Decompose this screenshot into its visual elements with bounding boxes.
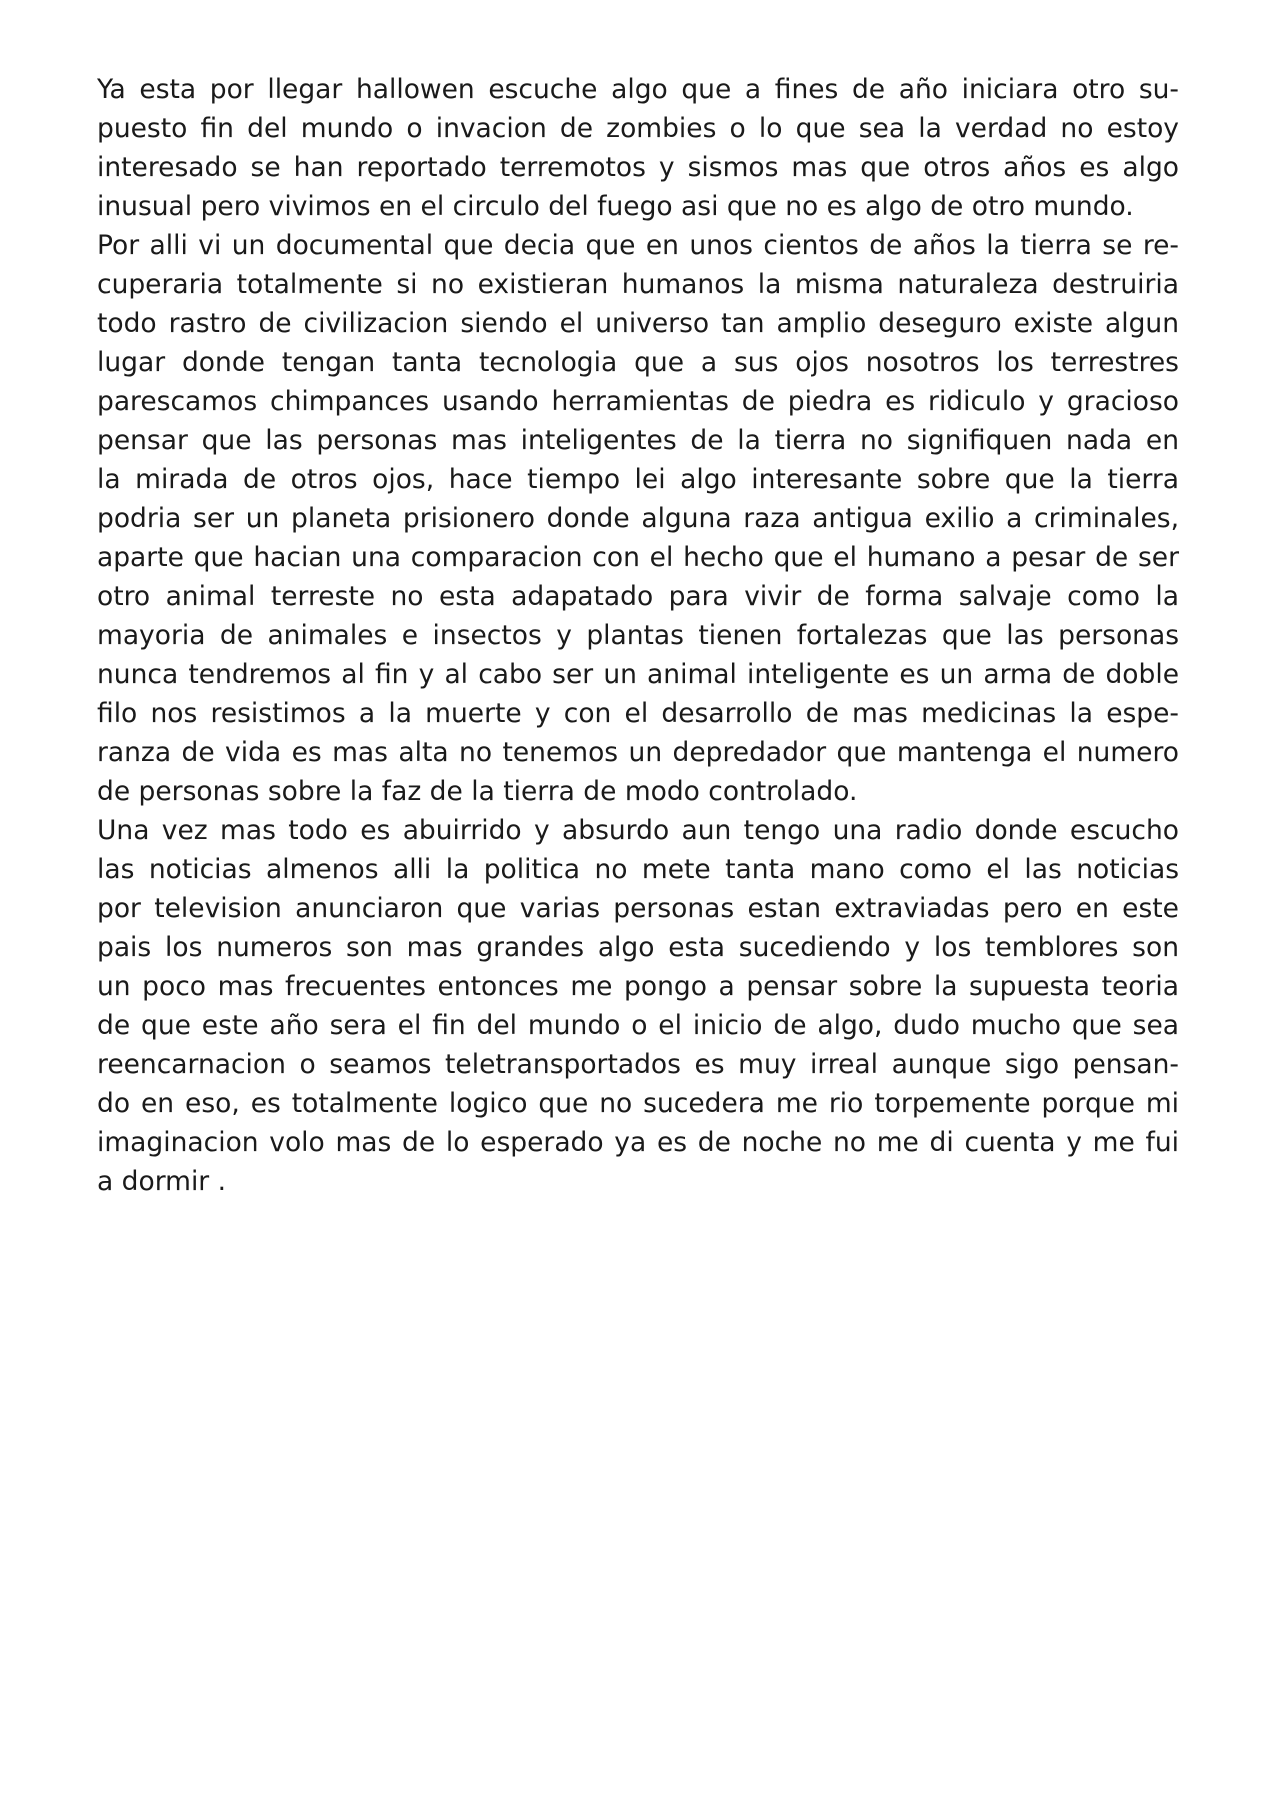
body-text <box>97 70 1179 1201</box>
text-line: ranza de vida es mas alta no tenemos un depredador que mantenga el numero <box>97 737 1179 768</box>
text-line: Una vez mas todo es abuirrido y absurdo aun tengo una radio donde escucho <box>97 815 1179 846</box>
text-line: aparte que hacian una comparacion con el hecho que el humano a pesar de ser <box>97 542 1179 573</box>
text-line: pensar que las personas mas inteligentes de la tierra no signifiquen nada en <box>97 425 1179 456</box>
text-line: puesto fin del mundo o invacion de zombies o lo que sea la verdad no estoy <box>97 113 1179 144</box>
paragraph-3 <box>97 811 1179 1201</box>
text-line: mayoria de animales e insectos y plantas tienen fortalezas que las personas <box>97 620 1179 651</box>
text-line: las noticias almenos alli la politica no mete tanta mano como el las noticias <box>97 854 1179 885</box>
text-line: reencarnacion o seamos teletransportados es muy irreal aunque sigo pensan- <box>97 1049 1179 1080</box>
text-line: otro animal terreste no esta adapatado para vivir de forma salvaje como la <box>97 581 1179 612</box>
text-line: do en eso, es totalmente logico que no sucedera me rio torpemente porque mi <box>97 1088 1179 1119</box>
text-line: interesado se han reportado terremotos y sismos mas que otros años es algo <box>97 152 1179 183</box>
text-line: cuperaria totalmente si no existieran humanos la misma naturaleza destruiria <box>97 269 1179 300</box>
text-line: de personas sobre la faz de la tierra de modo controlado. <box>97 776 858 807</box>
text-line: inusual pero vivimos en el circulo del fuego asi que no es algo de otro mundo. <box>97 191 1134 222</box>
text-line: podria ser un planeta prisionero donde alguna raza antigua exilio a criminales, <box>97 503 1179 534</box>
text-line: nunca tendremos al fin y al cabo ser un animal inteligente es un arma de doble <box>97 659 1179 690</box>
paragraph-1 <box>97 70 1179 226</box>
text-line: la mirada de otros ojos, hace tiempo lei algo interesante sobre que la tierra <box>97 464 1179 495</box>
text-line: parescamos chimpances usando herramientas de piedra es ridiculo y gracioso <box>97 386 1179 417</box>
text-line: de que este año sera el fin del mundo o el inicio de algo, dudo mucho que sea <box>97 1010 1179 1041</box>
text-line: por television anunciaron que varias personas estan extraviadas pero en este <box>97 893 1179 924</box>
text-line: todo rastro de civilizacion siendo el universo tan amplio deseguro existe algun <box>97 308 1179 339</box>
text-line: Por alli vi un documental que decia que en unos cientos de años la tierra se re- <box>97 230 1179 261</box>
text-line: Ya esta por llegar hallowen escuche algo que a fines de año iniciara otro su- <box>97 74 1179 105</box>
text-line: filo nos resistimos a la muerte y con el desarrollo de mas medicinas la espe- <box>97 698 1179 729</box>
text-line: imaginacion volo mas de lo esperado ya es de noche no me di cuenta y me fui <box>97 1127 1179 1158</box>
text-line: un poco mas frecuentes entonces me pongo a pensar sobre la supuesta teoria <box>97 971 1179 1002</box>
text-line: a dormir . <box>97 1166 227 1197</box>
text-line: pais los numeros son mas grandes algo esta sucediendo y los temblores son <box>97 932 1179 963</box>
paragraph-2 <box>97 226 1179 811</box>
text-line: lugar donde tengan tanta tecnologia que a sus ojos nosotros los terrestres <box>97 347 1179 378</box>
